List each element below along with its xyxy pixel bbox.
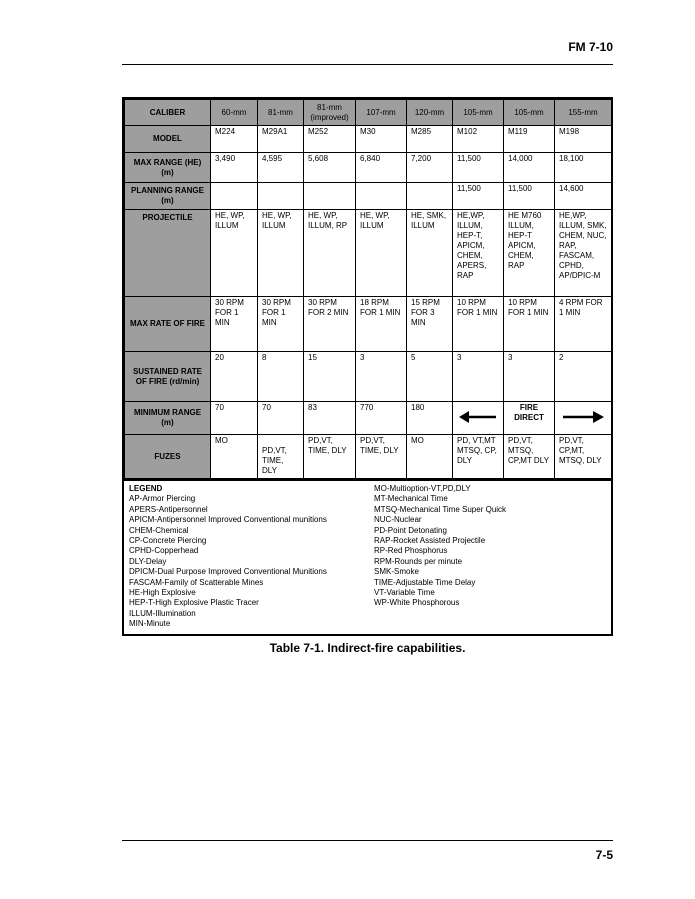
model-cell: M224 bbox=[211, 126, 258, 153]
legend bbox=[124, 479, 611, 634]
max-rate-cell: 30 RPM FOR 2 MIN bbox=[304, 297, 356, 352]
minimum-range-cell: 70 bbox=[258, 402, 304, 435]
legend-item: APERS-Antipersonnel bbox=[129, 504, 208, 514]
legend-right-column bbox=[374, 484, 607, 630]
legend-item: FASCAM-Family of Scatterable Mines bbox=[129, 577, 264, 587]
model-cell: M29A1 bbox=[258, 126, 304, 153]
max-rate-cell: 4 RPM FOR 1 MIN bbox=[555, 297, 612, 352]
legend-item: APICM-Antipersonnel Improved Conventional munitions bbox=[129, 515, 327, 525]
arrow-right-cell bbox=[555, 402, 612, 435]
projectile-cell: HE,WP, ILLUM, SMK, CHEM, NUC, RAP, FASCAM, CPHD, AP/DPIC-M bbox=[555, 210, 612, 297]
row-label-minimum-range: MINIMUM RANGE (m) bbox=[125, 402, 211, 435]
fuzes-cell: PD,VT, TIME, DLY bbox=[304, 435, 356, 479]
max-range-cell: 14,000 bbox=[504, 153, 555, 183]
legend-item: RAP-Rocket Assisted Projectile bbox=[374, 536, 486, 546]
max-range-cell: 7,200 bbox=[407, 153, 453, 183]
planning-range-cell bbox=[407, 183, 453, 210]
fuzes-cell: MO bbox=[211, 435, 258, 479]
legend-item: MT-Mechanical Time bbox=[374, 494, 448, 504]
caliber-cell: 107-mm bbox=[356, 100, 407, 126]
caliber-cell: 120-mm bbox=[407, 100, 453, 126]
row-label-max-rate: MAX RATE OF FIRE bbox=[125, 297, 211, 352]
row-label-max-range: MAX RANGE (HE) (m) bbox=[125, 153, 211, 183]
max-range-cell: 18,100 bbox=[555, 153, 612, 183]
fuzes-row bbox=[125, 435, 612, 479]
sustained-rate-cell: 5 bbox=[407, 352, 453, 402]
sustained-rate-row bbox=[125, 352, 612, 402]
legend-item: MO-Multioption-VT,PD,DLY bbox=[374, 484, 471, 493]
sustained-rate-cell: 8 bbox=[258, 352, 304, 402]
row-label-fuzes: FUZES bbox=[125, 435, 211, 479]
planning-range-cell bbox=[258, 183, 304, 210]
row-label-planning-range: PLANNING RANGE (m) bbox=[125, 183, 211, 210]
legend-left-column bbox=[129, 484, 374, 630]
model-cell: M30 bbox=[356, 126, 407, 153]
max-range-row bbox=[125, 153, 612, 183]
projectile-cell: HE, SMK, ILLUM bbox=[407, 210, 453, 297]
minimum-range-cell: 83 bbox=[304, 402, 356, 435]
max-rate-row bbox=[125, 297, 612, 352]
max-range-cell: 11,500 bbox=[453, 153, 504, 183]
planning-range-cell bbox=[356, 183, 407, 210]
sustained-rate-cell: 15 bbox=[304, 352, 356, 402]
projectile-cell: HE, WP, ILLUM bbox=[258, 210, 304, 297]
legend-item: CP-Concrete Piercing bbox=[129, 536, 207, 546]
planning-range-cell: 11,500 bbox=[453, 183, 504, 210]
legend-item: PD-Point Detonating bbox=[374, 525, 447, 535]
planning-range-cell: 14,600 bbox=[555, 183, 612, 210]
legend-item: HE-High Explosive bbox=[129, 588, 196, 598]
projectile-row bbox=[125, 210, 612, 297]
projectile-cell: HE, WP, ILLUM bbox=[356, 210, 407, 297]
sustained-rate-cell: 3 bbox=[453, 352, 504, 402]
document-header-title: FM 7-10 bbox=[568, 40, 613, 54]
max-range-cell: 4,595 bbox=[258, 153, 304, 183]
arrow-right-icon bbox=[562, 411, 604, 423]
sustained-rate-cell: 20 bbox=[211, 352, 258, 402]
fuzes-cell: MO bbox=[407, 435, 453, 479]
fuzes-cell: PD, VT,MT MTSQ, CP, DLY bbox=[453, 435, 504, 479]
model-cell: M198 bbox=[555, 126, 612, 153]
model-cell: M285 bbox=[407, 126, 453, 153]
max-rate-cell: 15 RPM FOR 3 MIN bbox=[407, 297, 453, 352]
model-cell: M252 bbox=[304, 126, 356, 153]
legend-item: NUC-Nuclear bbox=[374, 515, 422, 525]
caliber-cell: 105-mm bbox=[504, 100, 555, 126]
row-label-caliber: CALIBER bbox=[125, 100, 211, 126]
max-rate-cell: 30 RPM FOR 1 MIN bbox=[258, 297, 304, 352]
model-row bbox=[125, 126, 612, 153]
capabilities-table-frame bbox=[122, 97, 613, 636]
max-rate-cell: 18 RPM FOR 1 MIN bbox=[356, 297, 407, 352]
arrow-left-icon bbox=[459, 411, 497, 423]
sustained-rate-cell: 3 bbox=[504, 352, 555, 402]
page-number: 7-5 bbox=[595, 848, 613, 862]
max-rate-cell: 30 RPM FOR 1 MIN bbox=[211, 297, 258, 352]
footer-rule bbox=[122, 840, 613, 841]
header-rule bbox=[122, 64, 613, 65]
legend-item: HEP-T-High Explosive Plastic Tracer bbox=[129, 598, 259, 608]
projectile-cell: HE, WP, ILLUM, RP bbox=[304, 210, 356, 297]
caliber-row bbox=[125, 100, 612, 126]
projectile-cell: HE,WP, ILLUM, HEP-T, APICM, CHEM, APERS, RAP bbox=[453, 210, 504, 297]
caliber-cell: 105-mm bbox=[453, 100, 504, 126]
max-rate-cell: 10 RPM FOR 1 MIN bbox=[453, 297, 504, 352]
fuzes-cell: PD,VT, MTSQ, CP,MT DLY bbox=[504, 435, 555, 479]
caliber-cell: 81-mm bbox=[258, 100, 304, 126]
caliber-cell: 81-mm (improved) bbox=[304, 100, 356, 126]
legend-item: SMK-Smoke bbox=[374, 567, 419, 577]
legend-item: VT-Variable Time bbox=[374, 588, 435, 598]
fuzes-cell: PD,VT, TIME, DLY bbox=[356, 435, 407, 479]
arrow-left-cell bbox=[453, 402, 504, 435]
sustained-rate-cell: 3 bbox=[356, 352, 407, 402]
legend-item: ILLUM-Illumination bbox=[129, 608, 196, 618]
max-rate-cell: 10 RPM FOR 1 MIN bbox=[504, 297, 555, 352]
legend-item: TIME-Adjustable Time Delay bbox=[374, 577, 476, 587]
model-cell: M119 bbox=[504, 126, 555, 153]
row-label-sustained-rate: SUSTAINED RATE OF FIRE (rd/min) bbox=[125, 352, 211, 402]
legend-item: MIN-Minute bbox=[129, 619, 171, 629]
row-label-projectile: PROJECTILE bbox=[125, 210, 211, 297]
projectile-cell: HE, WP, ILLUM bbox=[211, 210, 258, 297]
projectile-cell: HE M760 ILLUM, HEP-T APICM, CHEM, RAP bbox=[504, 210, 555, 297]
legend-item: MTSQ-Mechanical Time Super Quick bbox=[374, 504, 507, 514]
minimum-range-row bbox=[125, 402, 612, 435]
legend-item: DPICM-Dual Purpose Improved Conventional Munitions bbox=[129, 567, 327, 577]
legend-item: AP-Armor Piercing bbox=[129, 494, 196, 504]
indirect-fire-capabilities-table bbox=[124, 99, 612, 479]
max-range-cell: 5,608 bbox=[304, 153, 356, 183]
sustained-rate-cell: 2 bbox=[555, 352, 612, 402]
planning-range-cell: 11,500 bbox=[504, 183, 555, 210]
planning-range-cell bbox=[304, 183, 356, 210]
legend-item: RP-Red Phosphorus bbox=[374, 546, 448, 556]
legend-item: CHEM-Chemical bbox=[129, 525, 189, 535]
model-cell: M102 bbox=[453, 126, 504, 153]
minimum-range-cell: 70 bbox=[211, 402, 258, 435]
table-caption: Table 7-1. Indirect-fire capabilities. bbox=[269, 641, 466, 655]
minimum-range-cell: 180 bbox=[407, 402, 453, 435]
legend-item: RPM-Rounds per minute bbox=[374, 556, 463, 566]
max-range-cell: 3,490 bbox=[211, 153, 258, 183]
legend-title: LEGEND bbox=[129, 484, 163, 493]
caliber-cell: 155-mm bbox=[555, 100, 612, 126]
planning-range-cell bbox=[211, 183, 258, 210]
fire-direct-label: FIRE DIRECT bbox=[504, 402, 555, 435]
minimum-range-cell: 770 bbox=[356, 402, 407, 435]
row-label-model: MODEL bbox=[125, 126, 211, 153]
legend-item: CPHD-Copperhead bbox=[129, 546, 199, 556]
caliber-cell: 60-mm bbox=[211, 100, 258, 126]
fuzes-cell: PD,VT, CP,MT, MTSQ, DLY bbox=[555, 435, 612, 479]
fuzes-cell: PD,VT, TIME, DLY bbox=[258, 435, 304, 479]
legend-item: DLY-Delay bbox=[129, 556, 167, 566]
legend-item: WP-White Phosphorous bbox=[374, 598, 460, 608]
max-range-cell: 6,840 bbox=[356, 153, 407, 183]
planning-range-row bbox=[125, 183, 612, 210]
